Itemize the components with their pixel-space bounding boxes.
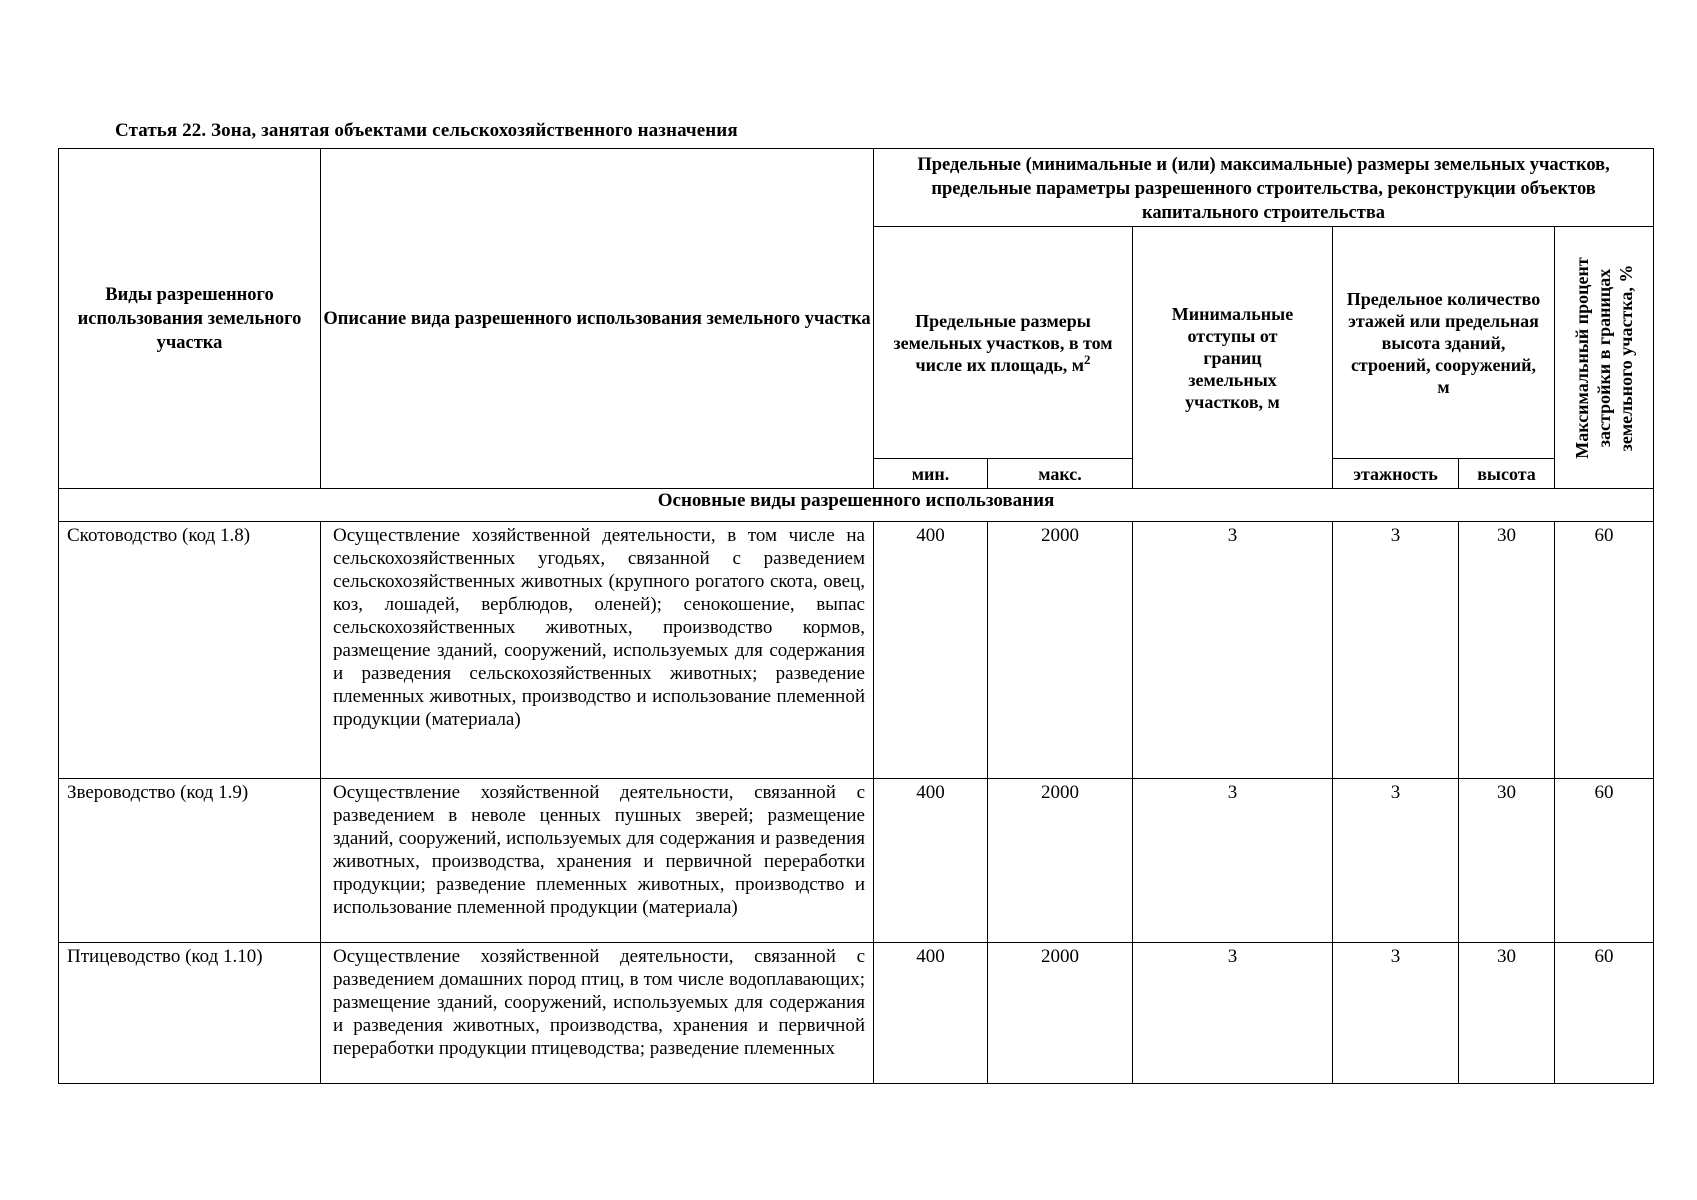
cell-min-setback: 3 (1133, 522, 1333, 779)
section-row (59, 489, 1654, 522)
cell-floor-count: 3 (1333, 779, 1459, 943)
section-title: Основные виды разрешенного использования (59, 489, 1654, 522)
header-plot-size-text: Предельные размеры земельных участков, в том числе их площадь, м (893, 310, 1113, 375)
cell-min-area: 400 (874, 943, 988, 1084)
header-height: высота (1459, 459, 1555, 489)
table-row (59, 943, 1654, 1084)
header-row-1 (59, 149, 1654, 227)
cell-height: 30 (1459, 943, 1555, 1084)
header-description: Описание вида разрешенного использования земельного участка (321, 149, 874, 489)
cell-min-area: 400 (874, 522, 988, 779)
cell-height: 30 (1459, 779, 1555, 943)
header-plot-size-unit: 2 (1084, 351, 1091, 367)
cell-land-use-name: Скотоводство (код 1.8) (59, 522, 321, 779)
cell-description: Осуществление хозяйственной деятельности, связанной с разведением в неволе ценных пушных зверей; размещение зданий, сооружений, используемых для содержания и разведения животных, производства, хранения и первичной переработки продукции; разведение племенных животных, производство и использование племенной продукции (материала) (321, 779, 874, 943)
cell-floor-count: 3 (1333, 943, 1459, 1084)
cell-floor-count: 3 (1333, 522, 1459, 779)
header-min: мин. (874, 459, 988, 489)
header-plot-size (874, 227, 1133, 459)
cell-land-use-name: Звероводство (код 1.9) (59, 779, 321, 943)
cell-build-percent: 60 (1555, 943, 1654, 1084)
table-row (59, 779, 1654, 943)
table-row (59, 522, 1654, 779)
cell-max-area: 2000 (988, 522, 1133, 779)
header-limit-parameters: Предельные (минимальные и (или) максимальные) размеры земельных участков, предельные параметры разрешенного строительства, реконструкции объектов капитального строительства (874, 149, 1654, 227)
header-min-setback: Минимальные отступы от границ земельных участков, м (1133, 227, 1333, 489)
cell-description: Осуществление хозяйственной деятельности, в том числе на сельскохозяйственных угодьях, связанной с разведением сельскохозяйственных животных (крупного рогатого скота, овец, коз, лошадей, верблюдов, оленей); сенокошение, выпас сельскохозяйственных животных, производство кормов, размещение зданий, сооружений, используемых для содержания и разведения сельскохозяйственных животных; разведение племенных животных, производство и использование племенной продукции (материала) (321, 522, 874, 779)
page-title: Статья 22. Зона, занятая объектами сельскохозяйственного назначения (115, 120, 738, 141)
header-max-build-percent-text: Максимальный процент застройки в границах земельного участка, % (1572, 256, 1637, 459)
header-floor-count: этажность (1333, 459, 1459, 489)
cell-height: 30 (1459, 522, 1555, 779)
cell-land-use-name: Птицеводство (код 1.10) (59, 943, 321, 1084)
header-max-build-percent (1555, 227, 1654, 489)
cell-min-setback: 3 (1133, 943, 1333, 1084)
land-use-table (58, 148, 1654, 1084)
cell-min-setback: 3 (1133, 779, 1333, 943)
cell-max-area: 2000 (988, 943, 1133, 1084)
cell-max-area: 2000 (988, 779, 1133, 943)
header-floors-height: Предельное количество этажей или предельная высота зданий, строений, сооружений, м (1333, 227, 1555, 459)
cell-description: Осуществление хозяйственной деятельности, связанной с разведением домашних пород птиц, в том числе водоплавающих; размещение зданий, сооружений, используемых для содержания и разведения животных, производства, хранения и первичной переработки продукции птицеводства; разведение племенных (321, 943, 874, 1084)
header-land-use-type: Виды разрешенного использования земельного участка (59, 149, 321, 489)
cell-build-percent: 60 (1555, 779, 1654, 943)
cell-build-percent: 60 (1555, 522, 1654, 779)
header-max: макс. (988, 459, 1133, 489)
cell-min-area: 400 (874, 779, 988, 943)
